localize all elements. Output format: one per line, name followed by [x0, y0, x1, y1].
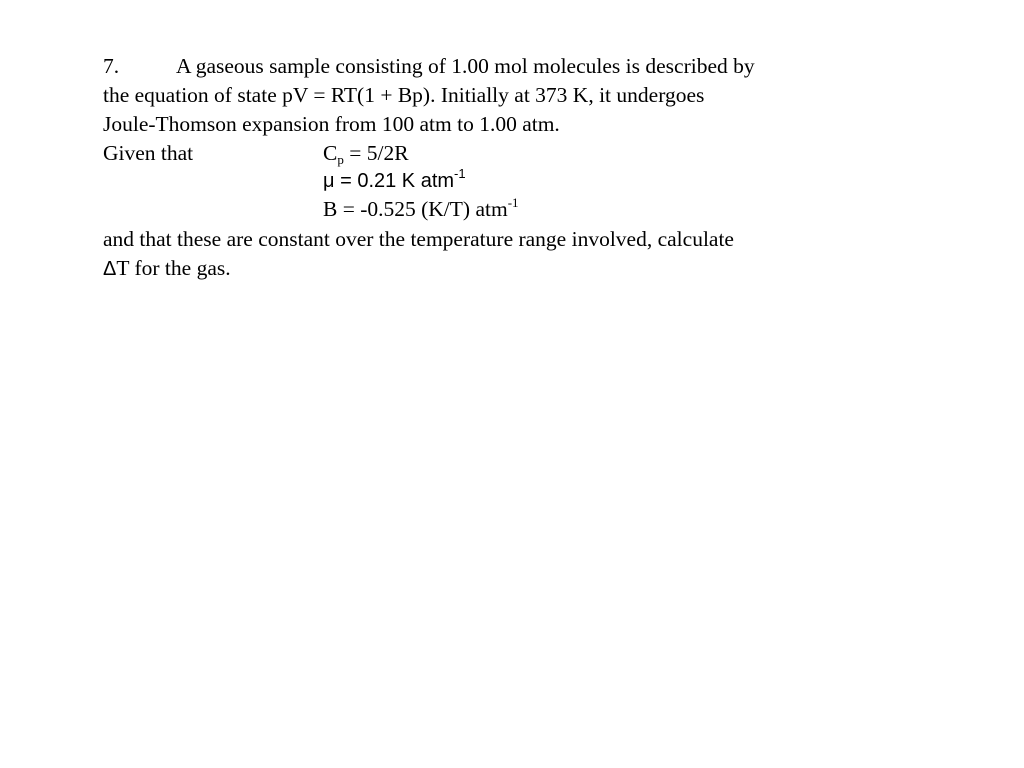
- problem-line-2: the equation of state pV = RT(1 + Bp). Initially at 373 K, it undergoes: [103, 83, 705, 107]
- problem-line-7: and that these are constant over the temperature range involved, calculate: [103, 227, 734, 251]
- mu-superscript: -1: [454, 166, 466, 181]
- cp-subscript: p: [337, 152, 344, 167]
- b-superscript: -1: [507, 195, 519, 210]
- given-line-cp: [103, 139, 409, 167]
- problem-line-3: Joule-Thomson expansion from 100 atm to 1.00 atm.: [103, 112, 560, 136]
- problem-line-8: [103, 254, 231, 283]
- delta-symbol: Δ: [103, 258, 117, 280]
- problem-number: 7.: [103, 54, 120, 78]
- b-value: B = -0.525 (K/T) atm: [323, 197, 508, 221]
- problem-line-1: [103, 52, 755, 80]
- cp-symbol: C: [323, 141, 338, 165]
- cp-value: = 5/2R: [343, 141, 409, 165]
- problem-question: T for the gas.: [116, 256, 231, 280]
- mu-equation: [323, 167, 466, 195]
- problem-statement-1: A gaseous sample consisting of 1.00 mol molecules is described by: [176, 54, 755, 78]
- given-label: Given that: [103, 141, 194, 165]
- mu-value: μ = 0.21 K atm: [323, 170, 455, 192]
- b-equation: [323, 195, 519, 223]
- cp-equation: [323, 139, 409, 167]
